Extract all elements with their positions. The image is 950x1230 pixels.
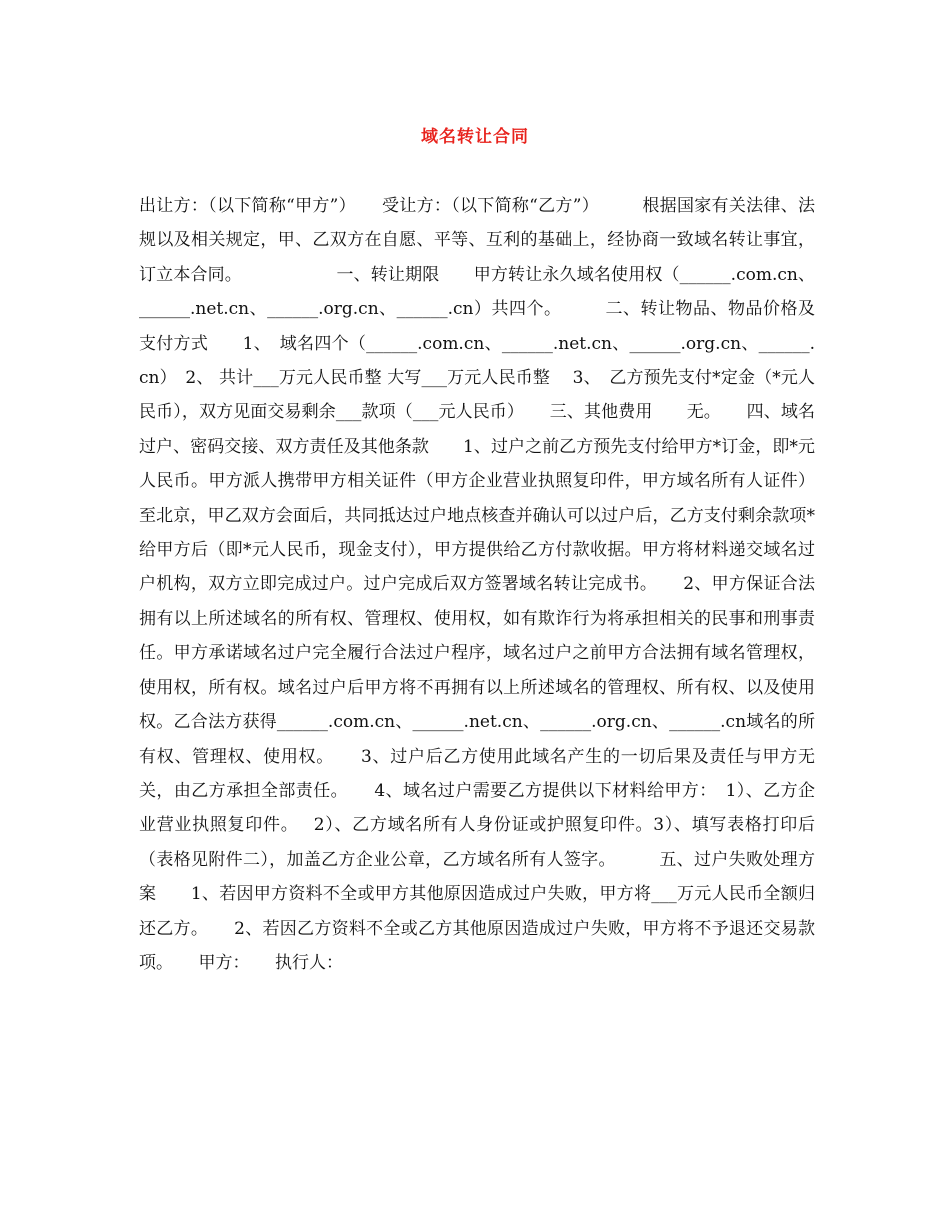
contract-body-text: 出让方：（以下简称“甲方”） 受让方：（以下简称“乙方”） 根据国家有关法律、法规以及相关规定，甲、乙双方在自愿、平等、互利的基础上，经协商一致域名转让事宜，订立本合同。 一、转让期限 甲方转让永久域名使用权（______.com.cn、______.net.cn、______.org.cn、______.cn）共四个。 二、转让物品、物品价格及支付方式 1、 域名四个（______.com.cn、______.net.cn、______.org.cn、______.cn） 2、 共计___万元人民币整 大写___万元人民币整 3、 乙方预先支付*定金（*元人民币），双方见面交易剩余___款项（___元人民币） 三、其他费用 无。 四、域名过户、密码交接、双方责任及其他条款 1、过户之前乙方预先支付给甲方*订金，即*元人民币。甲方派人携带甲方相关证件（甲方企业营业执照复印件，甲方域名所有人证件）至北京，甲乙双方会面后，共同抵达过户地点核查并确认可以过户后，乙方支付剩余款项*给甲方后（即*元人民币，现金支付），甲方提供给乙方付款收据。甲方将材料递交域名过户机构，双方立即完成过户。过户完成后双方签署域名转让完成书。 2、甲方保证合法拥有以上所述域名的所有权、管理权、使用权，如有欺诈行为将承担相关的民事和刑事责任。甲方承诺域名过户完全履行合法过户程序，域名过户之前甲方合法拥有域名管理权，使用权，所有权。域名过户后甲方将不再拥有以上所述域名的管理权、所有权、以及使用权。乙合法方获得______.com.cn、______.net.cn、______.org.cn、______.cn域名的所有权、管理权、使用权。 3、过户后乙方使用此域名产生的一切后果及责任与甲方无关，由乙方承担全部责任。 4、域名过户需要乙方提供以下材料给甲方： 1）、乙方企业营业执照复印件。 2）、乙方域名所有人身份证或护照复印件。3）、填写表格打印后（表格见附件二），加盖乙方企业公章，乙方域名所有人签字。 五、过户失败处理方案 1、若因甲方资料不全或甲方其他原因造成过户失败，甲方将___万元人民币全额归还乙方。 2、若因乙方资料不全或乙方其他原因造成过户失败，甲方将不予退还交易款项。 甲方： 执行人：: [139, 196, 815, 973]
document-title: 域名转让合同: [421, 127, 529, 147]
